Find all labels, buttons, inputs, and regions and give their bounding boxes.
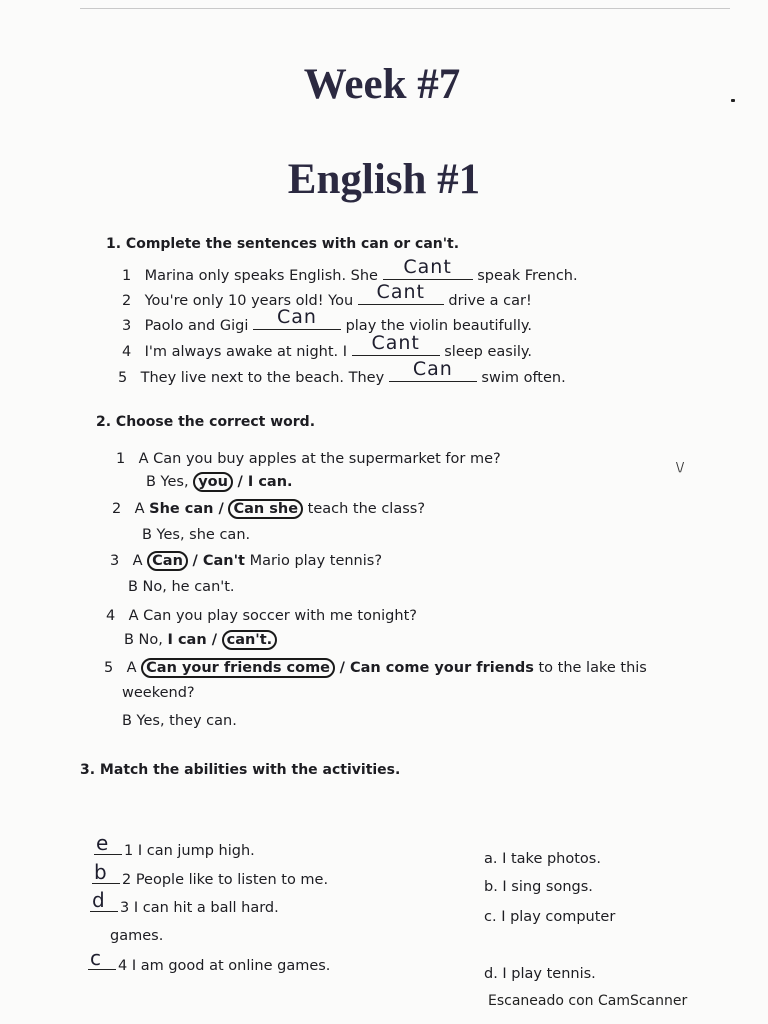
handwritten-answer: Cant	[371, 332, 420, 354]
item-number: 5	[118, 370, 128, 386]
item-number: 2	[122, 293, 132, 309]
answer-blank	[358, 281, 444, 305]
question-rest: teach the class?	[307, 501, 426, 517]
answer-blank	[389, 358, 477, 382]
handwritten-answer: b	[94, 860, 107, 884]
question-rest: Mario play tennis?	[249, 553, 383, 569]
q4-line-a	[106, 608, 417, 624]
handwritten-answer: Cant	[376, 281, 425, 303]
sentence-start: You're only 10 years old! You	[144, 293, 354, 309]
sentence-end: swim often.	[481, 370, 566, 386]
item-number: 5	[104, 660, 114, 676]
match-blank	[94, 831, 122, 855]
handwritten-answer: Can	[412, 358, 453, 380]
ability-text: 2 People like to listen to me.	[122, 872, 329, 888]
q5-line-a-cont: weekend?	[122, 685, 195, 701]
match-left-3-cont: games.	[110, 928, 164, 944]
section1-item-3	[122, 306, 533, 334]
other-choice: / Can come your friends	[339, 660, 534, 676]
top-rule	[80, 8, 730, 9]
ability-text: 1 I can jump high.	[124, 843, 255, 859]
question-text: A Can you buy apples at the supermarket for me?	[138, 451, 501, 467]
handwritten-answer: c	[90, 946, 101, 970]
item-number: 4	[122, 344, 132, 360]
item-number: 3	[110, 553, 120, 569]
sentence-end: drive a car!	[448, 293, 532, 309]
match-left-4	[88, 946, 331, 974]
match-left-1	[94, 831, 255, 859]
q5-line-b: B Yes, they can.	[122, 713, 237, 729]
circled-choice: Can she	[228, 499, 303, 519]
answer-prefix: B No,	[124, 632, 163, 648]
match-left-2	[92, 860, 329, 888]
handwritten-answer: Can	[276, 306, 317, 328]
sentence-start: I'm always awake at night. I	[144, 344, 348, 360]
page-title-week: Week #7	[303, 61, 461, 108]
answer-blank	[253, 306, 341, 330]
match-blank	[92, 860, 120, 884]
answer-blank	[352, 332, 440, 356]
circled-choice: you	[193, 472, 233, 492]
item-number: 3	[122, 318, 132, 334]
ability-text: 4 I am good at online games.	[118, 958, 331, 974]
sentence-end: play the violin beautifully.	[345, 318, 533, 334]
other-choice: I can /	[167, 632, 217, 648]
speaker: A	[134, 501, 145, 517]
q3-line-a	[110, 553, 382, 569]
q4-line-b	[124, 632, 277, 648]
match-right-b: b. I sing songs.	[484, 879, 593, 895]
speaker: A	[126, 660, 137, 676]
item-number: 1	[122, 268, 132, 284]
other-choice: / I can.	[237, 474, 293, 490]
match-blank	[90, 888, 118, 912]
circled-choice: Can your friends come	[141, 658, 335, 678]
sentence-start: They live next to the beach. They	[140, 370, 385, 386]
handwritten-answer: Cant	[403, 256, 452, 278]
q5-line-a	[104, 660, 647, 676]
q2-line-a	[112, 501, 425, 517]
sentence-start: Marina only speaks English. She	[144, 268, 378, 284]
match-right-c: c. I play computer	[484, 909, 616, 925]
q1-line-a	[116, 451, 501, 467]
sentence-end: sleep easily.	[444, 344, 533, 360]
section1-item-5	[118, 358, 566, 386]
q3-line-b: B No, he can't.	[128, 579, 235, 595]
page-title-subject: English #1	[287, 156, 481, 203]
match-right-d: d. I play tennis.	[484, 966, 596, 982]
sentence-start: Paolo and Gigi	[144, 318, 249, 334]
q1-line-b	[146, 474, 293, 490]
question-rest: to the lake this	[538, 660, 647, 676]
scanner-watermark: Escaneado con CamScanner	[488, 993, 688, 1009]
other-choice: She can /	[149, 501, 224, 517]
q2-line-b: B Yes, she can.	[142, 527, 251, 543]
item-number: 1	[116, 451, 126, 467]
question-text: A Can you play soccer with me tonight?	[128, 608, 417, 624]
match-right-a: a. I take photos.	[484, 851, 601, 867]
ability-text: 3 I can hit a ball hard.	[120, 900, 279, 916]
handwritten-answer: d	[92, 888, 105, 912]
match-blank	[88, 946, 116, 970]
item-number: 2	[112, 501, 122, 517]
stray-pen-mark: \/	[676, 460, 685, 474]
match-left-3	[90, 888, 279, 916]
answer-blank	[383, 256, 473, 280]
other-choice: / Can't	[192, 553, 245, 569]
section2-heading: 2. Choose the correct word.	[96, 414, 316, 430]
sentence-end: speak French.	[477, 268, 578, 284]
section3-heading: 3. Match the abilities with the activities.	[80, 762, 401, 778]
section1-item-1	[122, 256, 578, 284]
answer-prefix: B Yes,	[146, 474, 189, 490]
section1-heading: 1. Complete the sentences with can or can't.	[106, 236, 460, 252]
circled-choice: can't.	[222, 630, 278, 650]
item-number: 4	[106, 608, 116, 624]
handwritten-answer: e	[96, 831, 109, 855]
speaker: A	[132, 553, 143, 569]
circled-choice: Can	[147, 551, 188, 571]
